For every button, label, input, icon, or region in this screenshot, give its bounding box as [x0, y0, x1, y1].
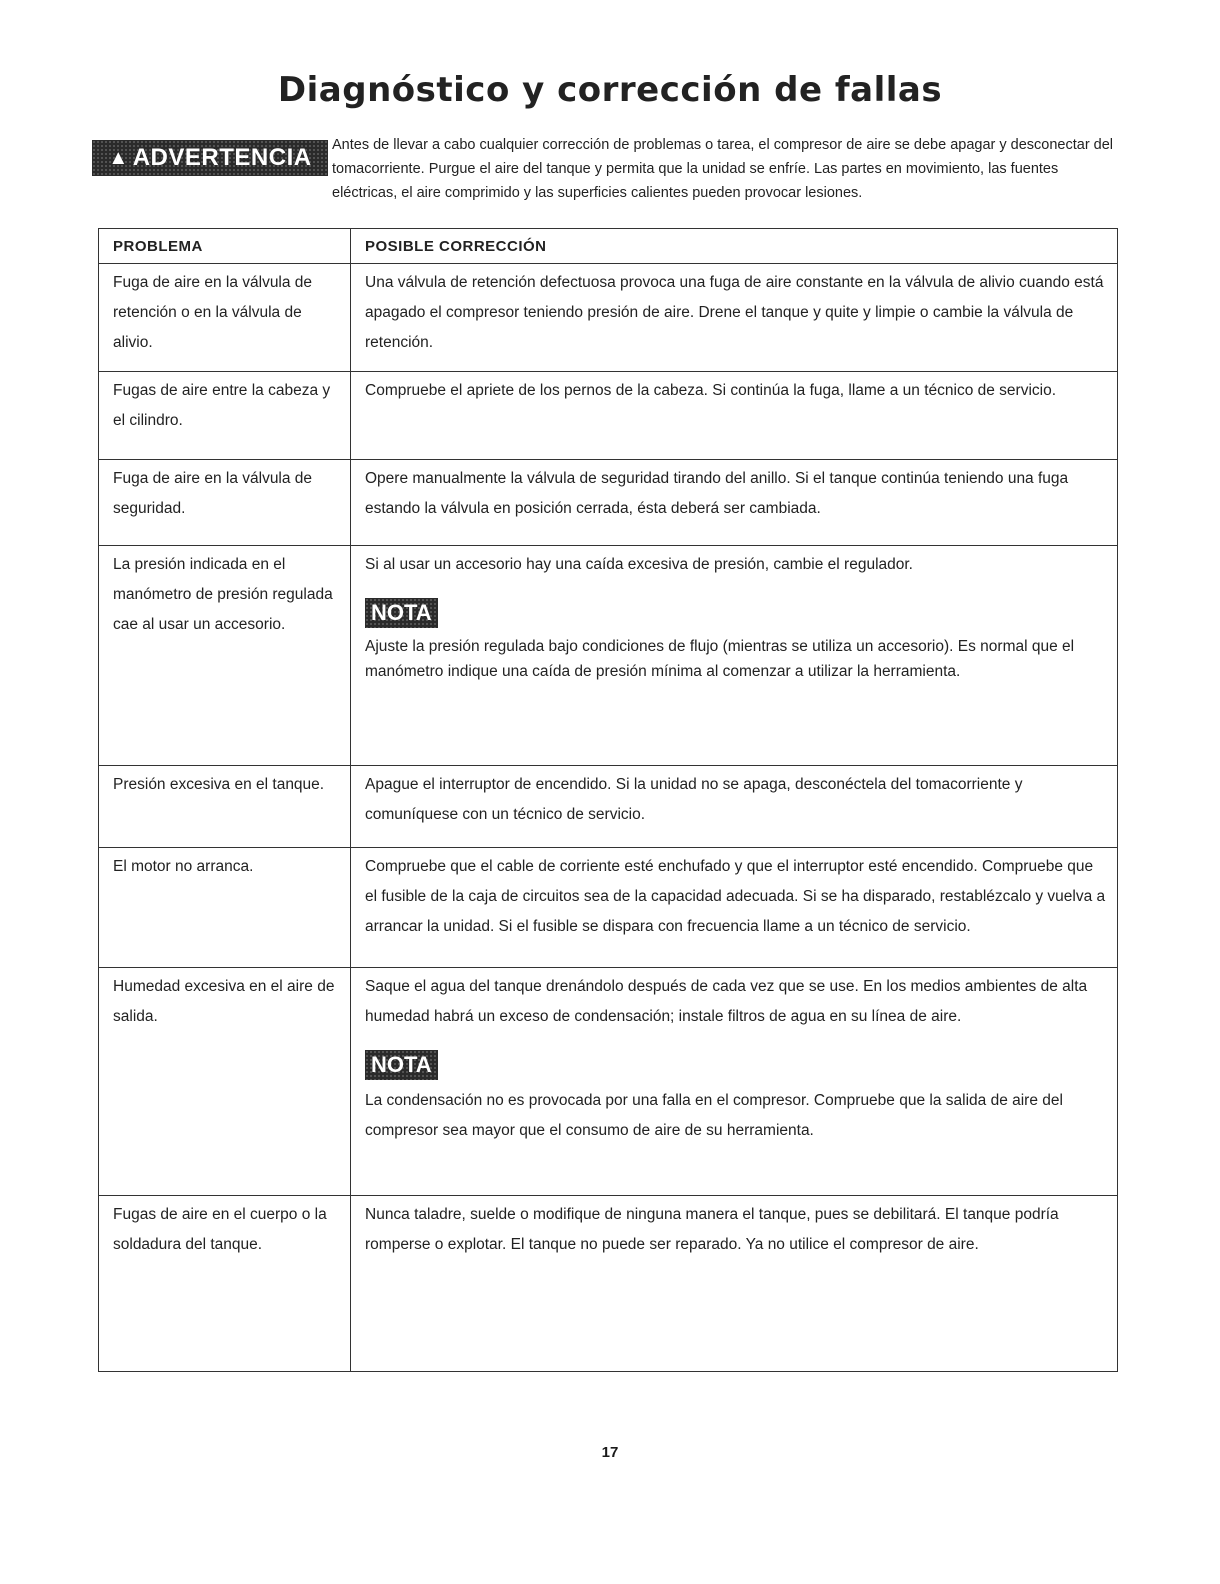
nota-badge: NOTA	[365, 1050, 438, 1080]
warning-text: Antes de llevar a cabo cualquier corrección de problemas o tarea, el compresor de aire se debe apagar y desconectar del tomacorriente. Purgue el aire del tanque y permita que la unidad se enfríe. Las partes en movimiento, las fuentes eléctricas, el aire comprimido y las superficies calientes pueden provocar lesiones.	[332, 137, 1114, 201]
problem-cell: Fuga de aire en la válvula de seguridad.	[99, 460, 351, 546]
correction-cell: Opere manualmente la válvula de seguridad tirando del anillo. Si el tanque continúa teniendo una fuga estando la válvula en posición cerrada, ésta deberá ser cambiada.	[351, 460, 1118, 546]
problem-cell: Humedad excesiva en el aire de salida.	[99, 968, 351, 1196]
nota-badge: NOTA	[365, 598, 438, 628]
table-row	[99, 1196, 1118, 1372]
page-title: Diagnóstico y corrección de fallas	[277, 70, 943, 110]
correction-cell: Nunca taladre, suelde o modifique de ninguna manera el tanque, pues se debilitará. El tanque podría romperse o explotar. El tanque no puede ser reparado. Ya no utilice el compresor de aire.	[351, 1196, 1118, 1372]
correction-cell	[351, 968, 1118, 1196]
page-number: 17	[601, 1444, 619, 1461]
table-row	[99, 372, 1118, 460]
warning-triangle-icon: ▲	[108, 146, 129, 169]
table-header-row	[99, 229, 1118, 264]
problem-cell: La presión indicada en el manómetro de presión regulada cae al usar un accesorio.	[99, 546, 351, 766]
table-row	[99, 460, 1118, 546]
table-row	[99, 766, 1118, 848]
troubleshooting-table	[98, 228, 1118, 1372]
correction-text: Saque el agua del tanque drenándolo después de cada vez que se use. En los medios ambientes de alta humedad habrá un exceso de condensación; instale filtros de agua en su línea de aire.	[365, 978, 1088, 1025]
table-row	[99, 546, 1118, 766]
note-text: Ajuste la presión regulada bajo condiciones de flujo (mientras se utiliza un accesorio). Es normal que el manómetro indique una caída de presión mínima al comenzar a utilizar la herramienta.	[365, 638, 1075, 680]
header-correction: POSIBLE CORRECCIÓN	[351, 229, 1118, 264]
warning-badge	[92, 140, 328, 176]
correction-cell: Compruebe que el cable de corriente esté enchufado y que el interruptor esté encendido. Compruebe que el fusible de la caja de circuitos sea de la capacidad adecuada. Si se ha disparado, restablézcalo y vuelva a arrancar la unidad. Si el fusible se dispara con frecuencia llame a un técnico de servicio.	[351, 848, 1118, 968]
warning-badge-label: ADVERTENCIA	[132, 144, 312, 171]
problem-cell: Fugas de aire entre la cabeza y el cilindro.	[99, 372, 351, 460]
correction-cell: Una válvula de retención defectuosa provoca una fuga de aire constante en la válvula de alivio cuando está apagado el compresor teniendo presión de aire. Drene el tanque y quite y limpie o cambie la válvula de retención.	[351, 264, 1118, 372]
correction-cell: Apague el interruptor de encendido. Si la unidad no se apaga, desconéctela del tomacorriente y comuníquese con un técnico de servicio.	[351, 766, 1118, 848]
table-row	[99, 264, 1118, 372]
note-text: La condensación no es provocada por una falla en el compresor. Compruebe que la salida de aire del compresor sea mayor que el consumo de aire de su herramienta.	[365, 1092, 1063, 1139]
correction-cell: Compruebe el apriete de los pernos de la cabeza. Si continúa la fuga, llame a un técnico de servicio.	[351, 372, 1118, 460]
table-row	[99, 968, 1118, 1196]
correction-text: Si al usar un accesorio hay una caída excesiva de presión, cambie el regulador.	[365, 556, 913, 573]
problem-cell: Presión excesiva en el tanque.	[99, 766, 351, 848]
correction-cell	[351, 546, 1118, 766]
problem-cell: Fugas de aire en el cuerpo o la soldadura del tanque.	[99, 1196, 351, 1372]
header-problem: PROBLEMA	[99, 229, 351, 264]
problem-cell: El motor no arranca.	[99, 848, 351, 968]
problem-cell: Fuga de aire en la válvula de retención o en la válvula de alivio.	[99, 264, 351, 372]
table-row	[99, 848, 1118, 968]
